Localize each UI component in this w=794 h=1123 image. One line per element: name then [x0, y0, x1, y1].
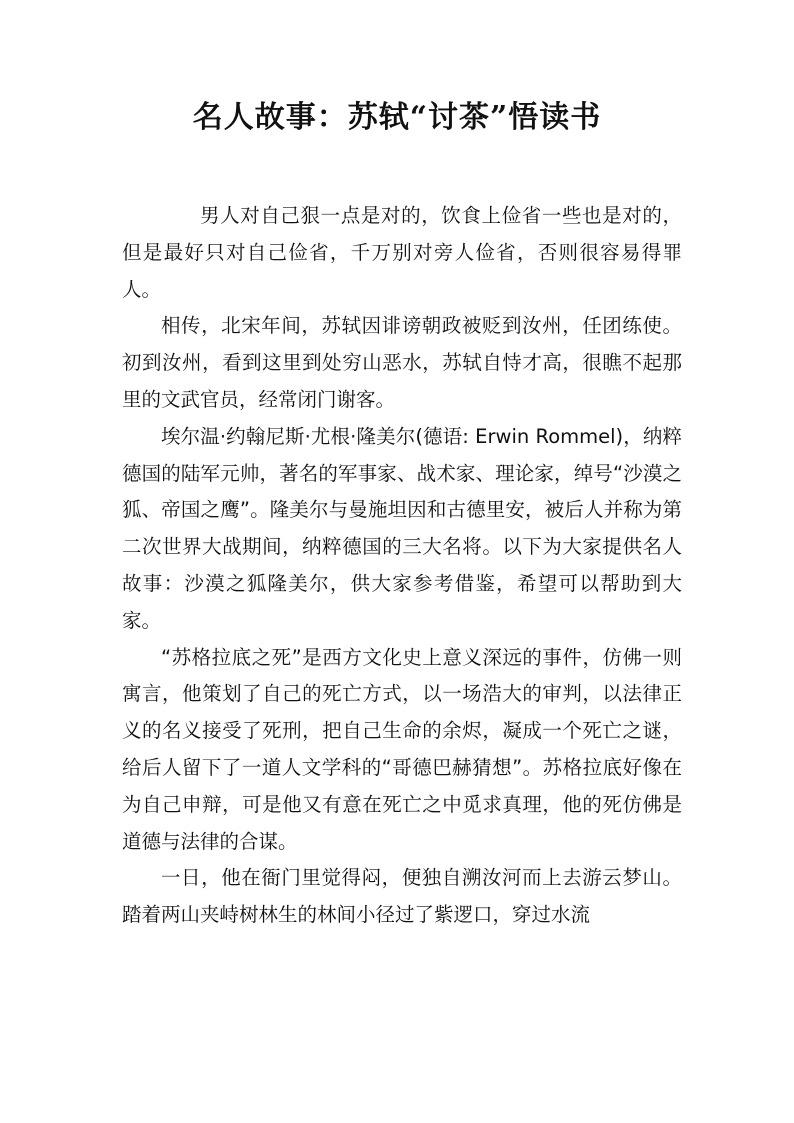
document-title: 名人故事：苏轼“讨茶”悟读书 [192, 100, 602, 135]
paragraph-4: “苏格拉底之死”是西方文化史上意义深远的事件，仿佛一则寓言，他策划了自己的死亡方式，以一场浩大的审判，以法律正义的名义接受了死刑，把自己生命的余烬，凝成一个死亡之谜，给后人留下了一道人文学科的“哥德巴赫猜想”。苏格拉底好像在为自己申辩，可是他又有意在死亡之中觅求真理，他的死仿佛是道德与法律的合谋。 [122, 645, 682, 853]
paragraph-5: 一日，他在衙门里觉得闷，便独自溯汝河而上去游云梦山。踏着两山夹峙树林生的林间小径过了紫逻口，穿过水流 [122, 866, 682, 927]
document-body [122, 198, 682, 934]
paragraph-2: 相传，北宋年间，苏轼因诽谤朝政被贬到汝州，任团练使。初到汝州，看到这里到处穷山恶水，苏轼自恃才高，很瞧不起那里的文武官员，经常闭门谢客。 [122, 314, 682, 411]
paragraph-3: 埃尔温·约翰尼斯·尤根·隆美尔(德语: Erwin Rommel)，纳粹德国的陆军元帅，著名的军事家、战术家、理论家，绰号“沙漠之狐、帝国之鹰”。隆美尔与曼施坦因和古德里安，被后人并称为第二次世界大战期间，纳粹德国的三大名将。以下为大家提供名人故事：沙漠之狐隆美尔，供大家参考借鉴，希望可以帮助到大家。 [122, 424, 682, 632]
paragraph-1: 男人对自己狠一点是对的，饮食上俭省一些也是对的，但是最好只对自己俭省，千万别对旁人俭省，否则很容易得罪人。 [122, 204, 682, 301]
